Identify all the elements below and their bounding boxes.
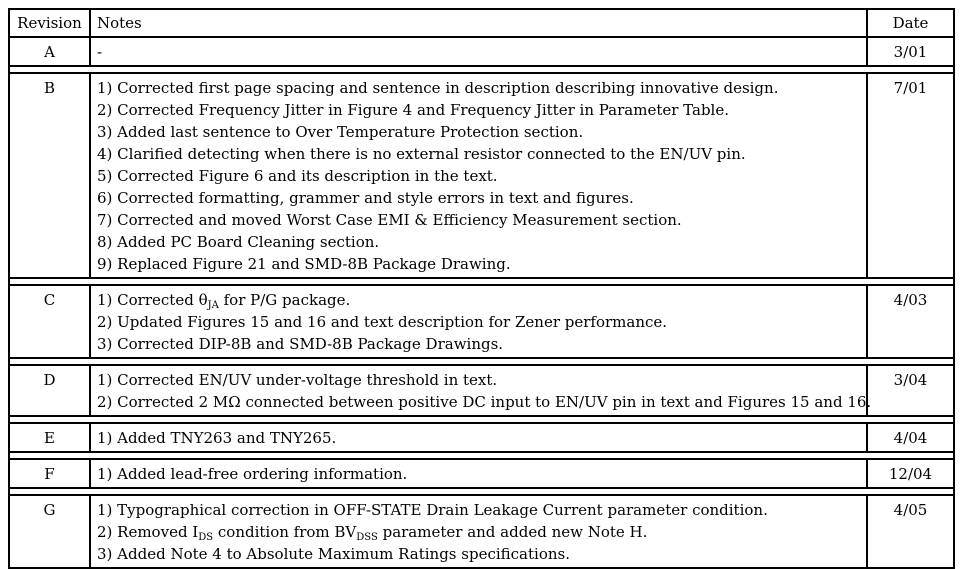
note-text: 9) Replaced Figure 21 and SMD-8B Package Drawing.	[97, 255, 511, 273]
note-line	[97, 543, 866, 565]
separator-cell	[9, 66, 954, 73]
note-line	[97, 369, 866, 391]
note-text: 6) Corrected formatting, grammer and style errors in text and figures.	[97, 189, 634, 207]
note-text: 3) Added last sentence to Over Temperature Protection section.	[97, 123, 584, 141]
note-line	[97, 427, 866, 449]
note-text: 1) Corrected first page spacing and sentence in description describing innovative design.	[97, 79, 779, 97]
note-line	[97, 187, 866, 209]
note-text: 2) Updated Figures 15 and 16 and text description for Zener performance.	[97, 313, 668, 331]
separator-cell	[9, 488, 954, 495]
revision-cell: F	[9, 459, 90, 488]
note-subscript: DSS	[356, 532, 378, 543]
table-row	[9, 365, 954, 416]
note-line	[97, 121, 866, 143]
note-text: 1) Corrected EN/UV under-voltage threshold in text.	[97, 371, 498, 389]
table-row	[9, 73, 954, 278]
note-line	[97, 165, 866, 187]
table-row	[9, 459, 954, 488]
note-text: 3) Added Note 4 to Absolute Maximum Ratings specifications.	[97, 545, 570, 563]
note-line	[97, 463, 866, 485]
note-text: 1) Typographical correction in OFF-STATE Drain Leakage Current parameter condition.	[97, 501, 768, 519]
header-notes: Notes	[90, 9, 867, 37]
notes-cell	[90, 285, 867, 358]
note-text: 4) Clarified detecting when there is no external resistor connected to the EN/UV pin.	[97, 145, 746, 163]
note-line	[97, 311, 866, 333]
separator-cell	[9, 416, 954, 423]
table-row	[9, 423, 954, 452]
revision-cell: C	[9, 285, 90, 358]
notes-cell	[90, 73, 867, 278]
note-text: 2) Corrected Frequency Jitter in Figure 4 and Frequency Jitter in Parameter Table.	[97, 101, 729, 119]
note-text: 2) Removed I	[97, 523, 199, 541]
note-text: condition from BV	[213, 523, 357, 541]
header-revision: Revision	[9, 9, 90, 37]
separator-cell	[9, 452, 954, 459]
notes-cell	[90, 459, 867, 488]
note-text: 1) Added lead-free ordering information.	[97, 465, 408, 483]
table-row	[9, 37, 954, 66]
note-line	[97, 521, 866, 543]
row-separator	[9, 66, 954, 73]
note-line	[97, 41, 866, 63]
notes-cell	[90, 37, 867, 66]
date-cell: 4/03	[867, 285, 954, 358]
note-line	[97, 209, 866, 231]
notes-cell	[90, 423, 867, 452]
note-text: 2) Corrected 2 MΩ connected between positive DC input to EN/UV pin in text and Figures 15 and 16.	[97, 393, 872, 411]
row-separator	[9, 278, 954, 285]
revision-cell: D	[9, 365, 90, 416]
date-cell: 3/04	[867, 365, 954, 416]
revision-cell: A	[9, 37, 90, 66]
note-subscript: JA	[207, 300, 219, 311]
row-separator	[9, 452, 954, 459]
note-text: 1) Corrected θ	[97, 291, 208, 309]
note-text: 5) Corrected Figure 6 and its description in the text.	[97, 167, 498, 185]
date-cell: 12/04	[867, 459, 954, 488]
note-line	[97, 253, 866, 275]
date-cell: 7/01	[867, 73, 954, 278]
note-line	[97, 99, 866, 121]
table-row	[9, 285, 954, 358]
note-text: 8) Added PC Board Cleaning section.	[97, 233, 380, 251]
note-subscript: DS	[198, 532, 214, 543]
revision-cell: G	[9, 495, 90, 568]
note-line	[97, 231, 866, 253]
date-cell: 3/01	[867, 37, 954, 66]
revision-cell: E	[9, 423, 90, 452]
row-separator	[9, 488, 954, 495]
note-line	[97, 499, 866, 521]
table-header-row	[9, 9, 954, 37]
note-text: parameter and added new Note H.	[377, 523, 648, 541]
note-text: 1) Added TNY263 and TNY265.	[97, 429, 337, 447]
date-cell: 4/04	[867, 423, 954, 452]
note-line	[97, 333, 866, 355]
notes-cell	[90, 365, 872, 416]
date-cell: 4/05	[867, 495, 954, 568]
note-text: 3) Corrected DIP-8B and SMD-8B Package Drawings.	[97, 335, 504, 353]
separator-cell	[9, 358, 954, 365]
row-separator	[9, 358, 954, 365]
header-date: Date	[867, 9, 954, 37]
note-line	[97, 391, 872, 413]
separator-cell	[9, 278, 954, 285]
revision-history-table	[8, 8, 955, 569]
table-body	[9, 37, 954, 568]
note-line	[97, 289, 866, 311]
note-text: -	[97, 43, 103, 61]
note-line	[97, 143, 866, 165]
revision-cell: B	[9, 73, 90, 278]
note-text: 7) Corrected and moved Worst Case EMI & Efficiency Measurement section.	[97, 211, 682, 229]
row-separator	[9, 416, 954, 423]
note-line	[97, 77, 866, 99]
note-text: for P/G package.	[218, 291, 351, 309]
